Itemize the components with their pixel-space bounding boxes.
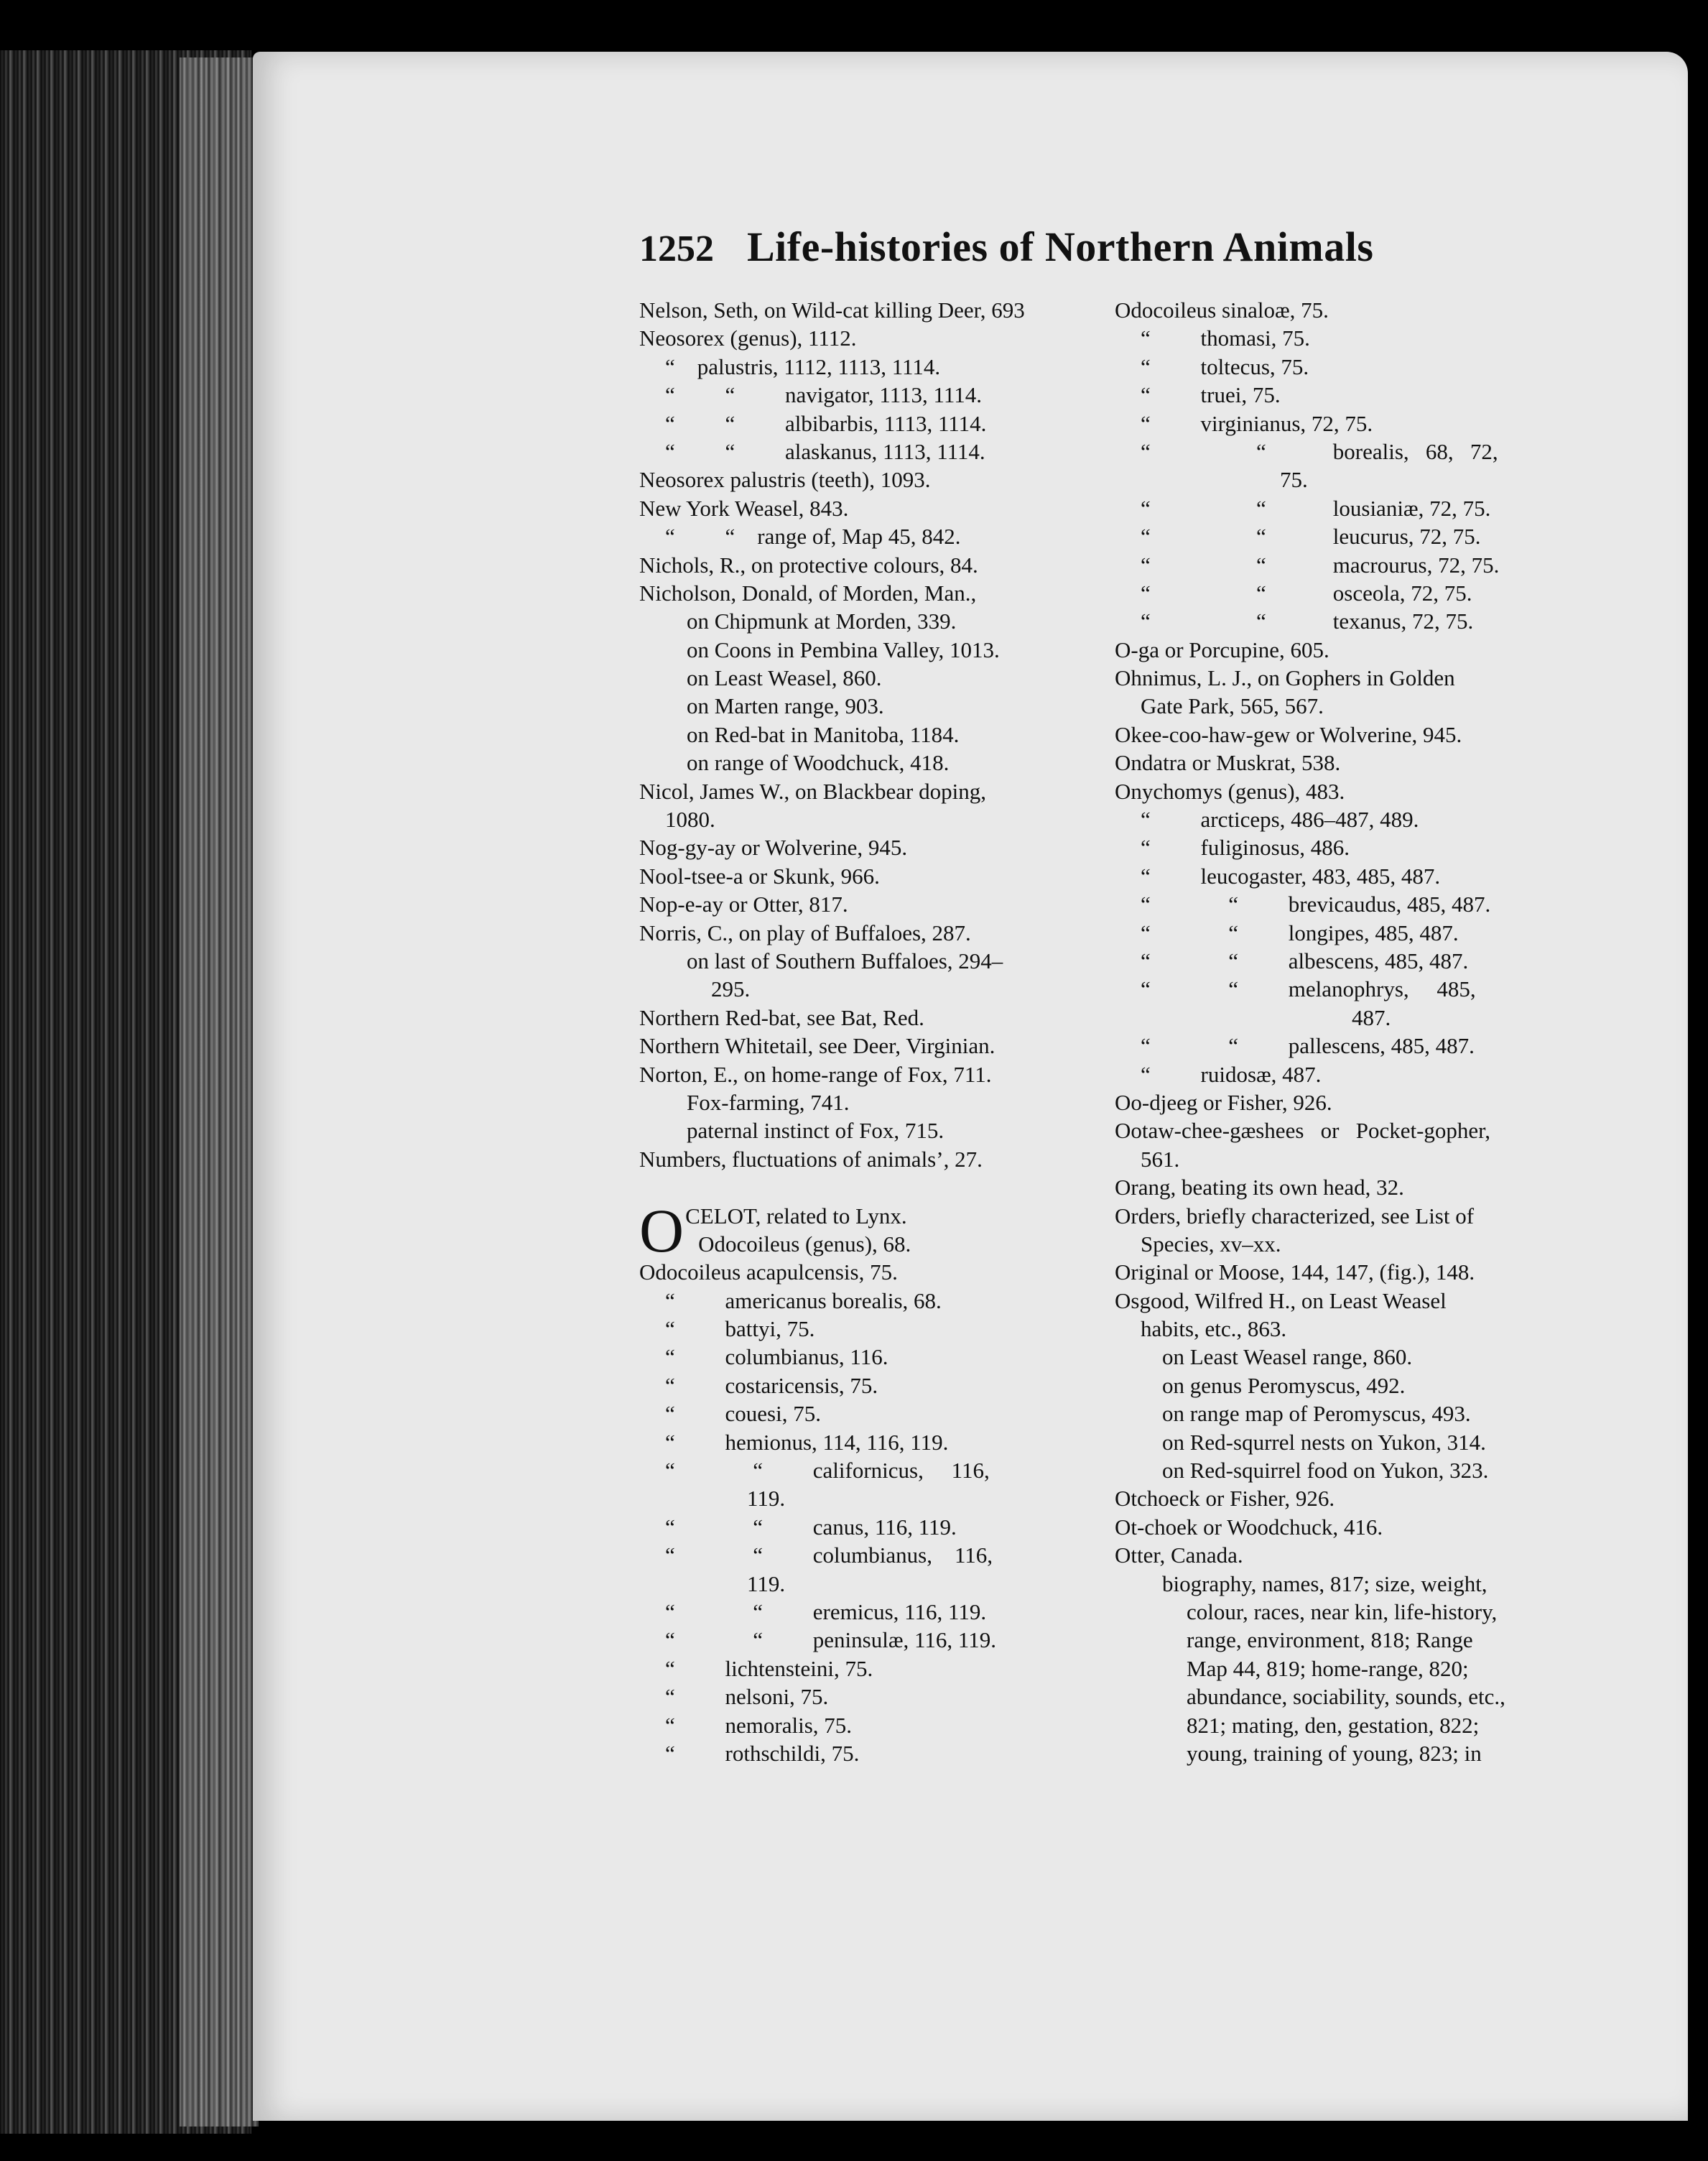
index-entry: O-ga or Porcupine, 605. [1115,637,1329,662]
index-subentry: on Chipmunk at Morden, 339. [687,608,957,634]
index-entry: Norton, E., on home-range of Fox, 711. [639,1061,992,1087]
index-spacer [639,1173,1085,1201]
index-subentry: on Marten range, 903. [687,693,884,719]
index-entry: Original or Moose, 144, 147, (fig.), 148. [1115,1259,1475,1285]
index-entry: Oo-djeeg or Fisher, 926. [1115,1089,1332,1115]
index-entry: Orders, briefly characterized, see List of [1115,1203,1475,1228]
index-subentry: Map 44, 819; home-range, 820; [1187,1655,1469,1681]
index-subentry: range, environment, 818; Range [1187,1627,1473,1653]
index-subentry: “ “ melanophrys, 485, [1141,976,1476,1002]
index-entry: Odocoileus acapulcensis, 75. [639,1259,898,1285]
index-subentry: “ virginianus, 72, 75. [1141,410,1373,436]
index-entry: Ohnimus, L. J., on Gophers in Golden [1115,665,1455,691]
index-subentry: 821; mating, den, gestation, 822; [1187,1712,1480,1738]
index-entry: Osgood, Wilfred H., on Least Weasel [1115,1287,1447,1313]
index-entry: Odocoileus (genus), 68. [698,1231,911,1257]
index-entry: Nop-e-ay or Otter, 817. [639,892,848,917]
index-entry: Northern Whitetail, see Deer, Virginian. [639,1033,995,1059]
drop-cap-letter: O [639,1195,684,1265]
index-subentry: “ rothschildi, 75. [665,1740,860,1766]
index-subentry: on range of Woodchuck, 418. [687,750,950,776]
section-drop-cap-entry [639,1195,1085,1265]
index-subentry: “ ruidosæ, 487. [1141,1061,1322,1087]
page-title: Life-histories of Northern Animals [747,223,1374,270]
index-subentry: on Least Weasel range, 860. [1162,1344,1413,1370]
index-subentry: “ palustris, 1112, 1113, 1114. [665,353,941,379]
index-entry: Nichols, R., on protective colours, 84. [639,552,978,578]
page-stack-edge [180,57,259,2127]
index-subentry: “ hemionus, 114, 116, 119. [665,1429,949,1455]
index-entry: Otter, Canada. [1115,1542,1243,1568]
index-subentry: Species, xv–xx. [1141,1231,1281,1257]
index-subentry: “ thomasi, 75. [1141,325,1310,351]
index-entry: Ot-choek or Woodchuck, 416. [1115,1514,1383,1540]
index-subentry: “ “ navigator, 1113, 1114. [665,382,982,408]
index-subentry: “ “ californicus, 116, [665,1458,990,1484]
index-subentry: “ “ osceola, 72, 75. [1141,580,1472,606]
index-entry: Nog-gy-ay or Wolverine, 945. [639,835,908,861]
index-subentry: on genus Peromyscus, 492. [1162,1372,1406,1398]
index-subentry: 1080. [665,807,715,833]
index-subentry: “ “ brevicaudus, 485, 487. [1141,892,1491,917]
index-subentry: “ battyi, 75. [665,1316,815,1342]
index-entry: Neosorex (genus), 1112. [639,325,857,351]
index-subentry: Fox-farming, 741. [687,1089,850,1115]
index-subentry: on range map of Peromyscus, 493. [1162,1401,1471,1427]
index-subentry: biography, names, 817; size, weight, [1162,1570,1487,1596]
index-entry: Orang, beating its own head, 32. [1115,1175,1404,1200]
index-subentry: paternal instinct of Fox, 715. [687,1118,944,1144]
page-number: 1252 [639,228,714,269]
index-subentry: abundance, sociability, sounds, etc., [1187,1684,1505,1710]
index-entry: Ootaw-chee-gæshees or Pocket-gopher, [1115,1118,1491,1144]
index-entry: Northern Red-bat, see Bat, Red. [639,1004,924,1030]
index-subentry: on Red-squirrel food on Yukon, 323. [1162,1458,1489,1484]
index-subentry: “ “ eremicus, 116, 119. [665,1598,987,1624]
index-entry: New York Weasel, 843. [639,495,849,521]
index-entry: Numbers, fluctuations of animals’, 27. [639,1146,983,1172]
index-subentry: “ nelsoni, 75. [665,1684,829,1710]
index-subentry: colour, races, near kin, life-history, [1187,1598,1498,1624]
index-entry: Odocoileus sinaloæ, 75. [1115,297,1329,323]
index-subentry: “ truei, 75. [1141,382,1281,408]
index-subentry: “ “ range of, Map 45, 842. [665,524,961,550]
index-entry: Nicol, James W., on Blackbear doping, [639,778,986,804]
index-entry: Nool-tsee-a or Skunk, 966. [639,863,880,889]
index-subentry: 119. [747,1486,786,1512]
index-subentry: “ “ albescens, 485, 487. [1141,948,1469,973]
index-subentry: “ fuliginosus, 486. [1141,835,1350,861]
running-header [639,223,1422,280]
index-entry: Nelson, Seth, on Wild-cat killing Deer, 693 [639,297,1025,323]
index-column-left [639,296,1085,1767]
index-subentry: “ “ borealis, 68, 72, [1141,438,1498,464]
index-entry: Ondatra or Muskrat, 538. [1115,750,1341,776]
index-subentry: on Red-bat in Manitoba, 1184. [687,721,960,747]
index-subentry: “ lichtensteini, 75. [665,1655,873,1681]
index-entry: Neosorex palustris (teeth), 1093. [639,467,931,493]
index-subentry: “ “ lousianiæ, 72, 75. [1141,495,1491,521]
index-subentry: “ “ columbianus, 116, [665,1542,993,1568]
index-subentry: 487. [1352,1004,1391,1030]
index-subentry: “ “ macrourus, 72, 75. [1141,552,1500,578]
index-entry: Onychomys (genus), 483. [1115,778,1345,804]
index-subentry: “ leucogaster, 483, 485, 487. [1141,863,1441,889]
index-subentry: 295. [711,976,751,1002]
index-subentry: “ “ alaskanus, 1113, 1114. [665,438,985,464]
index-entry: Okee-coo-haw-gew or Wolverine, 945. [1115,721,1462,747]
index-subentry: on Coons in Pembina Valley, 1013. [687,637,1000,662]
index-subentry: “ “ longipes, 485, 487. [1141,920,1459,945]
index-subentry: on last of Southern Buffaloes, 294– [687,948,1003,973]
index-subentry: young, training of young, 823; in [1187,1740,1482,1766]
index-subentry: “ “ pallescens, 485, 487. [1141,1033,1475,1059]
index-subentry: “ “ texanus, 72, 75. [1141,608,1474,634]
index-subentry: 119. [747,1570,786,1596]
index-subentry: “ columbianus, 116. [665,1344,888,1370]
index-subentry: 561. [1141,1146,1180,1172]
index-subentry: on Red-squrrel nests on Yukon, 314. [1162,1429,1486,1455]
index-subentry: 75. [1280,467,1308,493]
index-subentry: habits, etc., 863. [1141,1316,1287,1342]
index-subentry: “ arcticeps, 486–487, 489. [1141,807,1419,833]
index-subentry: on Least Weasel, 860. [687,665,882,691]
index-subentry: “ couesi, 75. [665,1401,821,1427]
index-subentry: “ nemoralis, 75. [665,1712,853,1738]
index-column-right [1115,296,1560,1767]
index-entry: Norris, C., on play of Buffaloes, 287. [639,920,971,945]
index-subentry: Gate Park, 565, 567. [1141,693,1324,719]
index-entry: Otchoeck or Fisher, 926. [1115,1486,1335,1512]
index-subentry: “ “ peninsulæ, 116, 119. [665,1627,996,1653]
index-entry: CELOT, related to Lynx. [685,1203,907,1228]
index-entry: Nicholson, Donald, of Morden, Man., [639,580,977,606]
index-subentry: “ toltecus, 75. [1141,353,1309,379]
index-subentry: “ costaricensis, 75. [665,1372,878,1398]
index-subentry: “ “ canus, 116, 119. [665,1514,957,1540]
index-subentry: “ “ leucurus, 72, 75. [1141,524,1481,550]
index-subentry: “ “ albibarbis, 1113, 1114. [665,410,987,436]
index-subentry: “ americanus borealis, 68. [665,1287,942,1313]
